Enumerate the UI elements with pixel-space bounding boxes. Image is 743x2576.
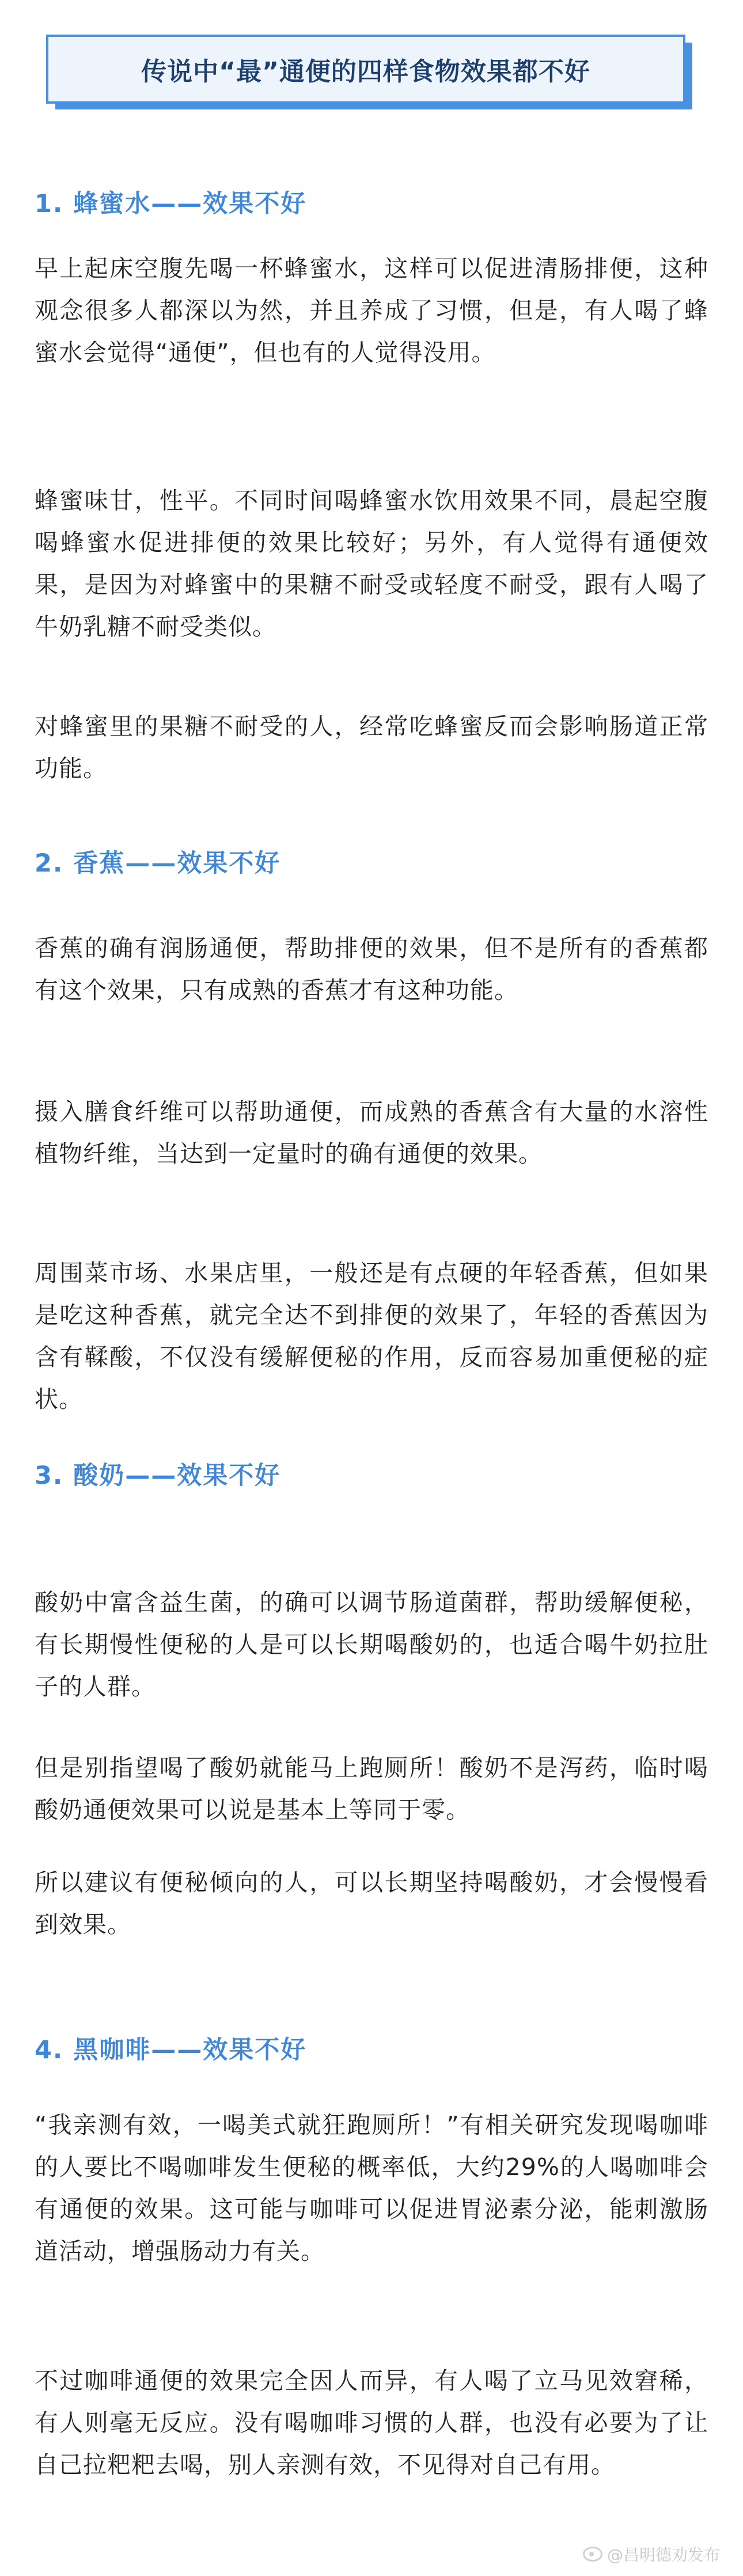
page-title: 传说中“最”通便的四样食物效果都不好 — [141, 57, 590, 86]
section-3-paragraph-3: 所以建议有便秘倾向的人，可以长期坚持喝酸奶，才会慢慢看到效果。 — [35, 1869, 708, 1938]
section-heading-black-coffee: 4. 黑咖啡——效果不好 — [35, 2036, 307, 2064]
section-1-paragraph-3: 对蜂蜜里的果糖不耐受的人，经常吃蜂蜜反而会影响肠道正常功能。 — [35, 713, 708, 782]
section-heading-banana: 2. 香蕉——效果不好 — [35, 849, 281, 878]
section-1-paragraph-2: 蜂蜜味甘，性平。不同时间喝蜂蜜水饮用效果不同，晨起空腹喝蜂蜜水促进排便的效果比较好；另外，有人觉得有通便效果，是因为对蜂蜜中的果糖不耐受或轻度不耐受，跟有人喝了牛奶乳糖不耐受类似。 — [35, 487, 708, 641]
section-3-paragraph-1: 酸奶中富含益生菌，的确可以调节肠道菌群，帮助缓解便秘，有长期慢性便秘的人是可以长期喝酸奶的，也适合喝牛奶拉肚子的人群。 — [35, 1589, 708, 1700]
weibo-watermark — [583, 2543, 720, 2566]
title-banner — [46, 35, 691, 109]
title-banner-box — [46, 35, 685, 104]
section-2-paragraph-1: 香蕉的确有润肠通便，帮助排便的效果，但不是所有的香蕉都有这个效果，只有成熟的香蕉才有这种功能。 — [35, 934, 708, 1004]
section-heading-honey-water: 1. 蜂蜜水——效果不好 — [35, 190, 307, 218]
section-1-paragraph-1: 早上起床空腹先喝一杯蜂蜜水，这样可以促进清肠排便，这种观念很多人都深以为然，并且养成了习惯，但是，有人喝了蜂蜜水会觉得“通便”，但也有的人觉得没用。 — [35, 255, 708, 366]
section-2-paragraph-3: 周围菜市场、水果店里，一般还是有点硬的年轻香蕉，但如果是吃这种香蕉，就完全达不到排便的效果了，年轻的香蕉因为含有鞣酸，不仅没有缓解便秘的作用，反而容易加重便秘的症状。 — [35, 1259, 708, 1413]
watermark-text: @昌明德劝发布 — [606, 2545, 720, 2564]
section-2-paragraph-2: 摄入膳食纤维可以帮助通便，而成熟的香蕉含有大量的水溶性植物纤维，当达到一定量时的确有通便的效果。 — [35, 1098, 708, 1168]
section-4-paragraph-2: 不过咖啡通便的效果完全因人而异，有人喝了立马见效窘稀，有人则毫无反应。没有喝咖啡习惯的人群，也没有必要为了让自己拉粑粑去喝，别人亲测有效，不见得对自己有用。 — [35, 2367, 708, 2479]
section-heading-yogurt: 3. 酸奶——效果不好 — [35, 1461, 281, 1490]
weibo-icon — [583, 2547, 602, 2562]
section-4-paragraph-1: “我亲测有效，一喝美式就狂跑厕所！”有相关研究发现喝咖啡的人要比不喝咖啡发生便秘的概率低，大约29%的人喝咖啡会有通便的效果。这可能与咖啡可以促进胃泌素分泌，能刺激肠道活动，增强肠动力有关。 — [35, 2111, 708, 2265]
section-3-paragraph-2: 但是别指望喝了酸奶就能马上跑厕所！酸奶不是泻药，临时喝酸奶通便效果可以说是基本上等同于零。 — [35, 1754, 708, 1824]
